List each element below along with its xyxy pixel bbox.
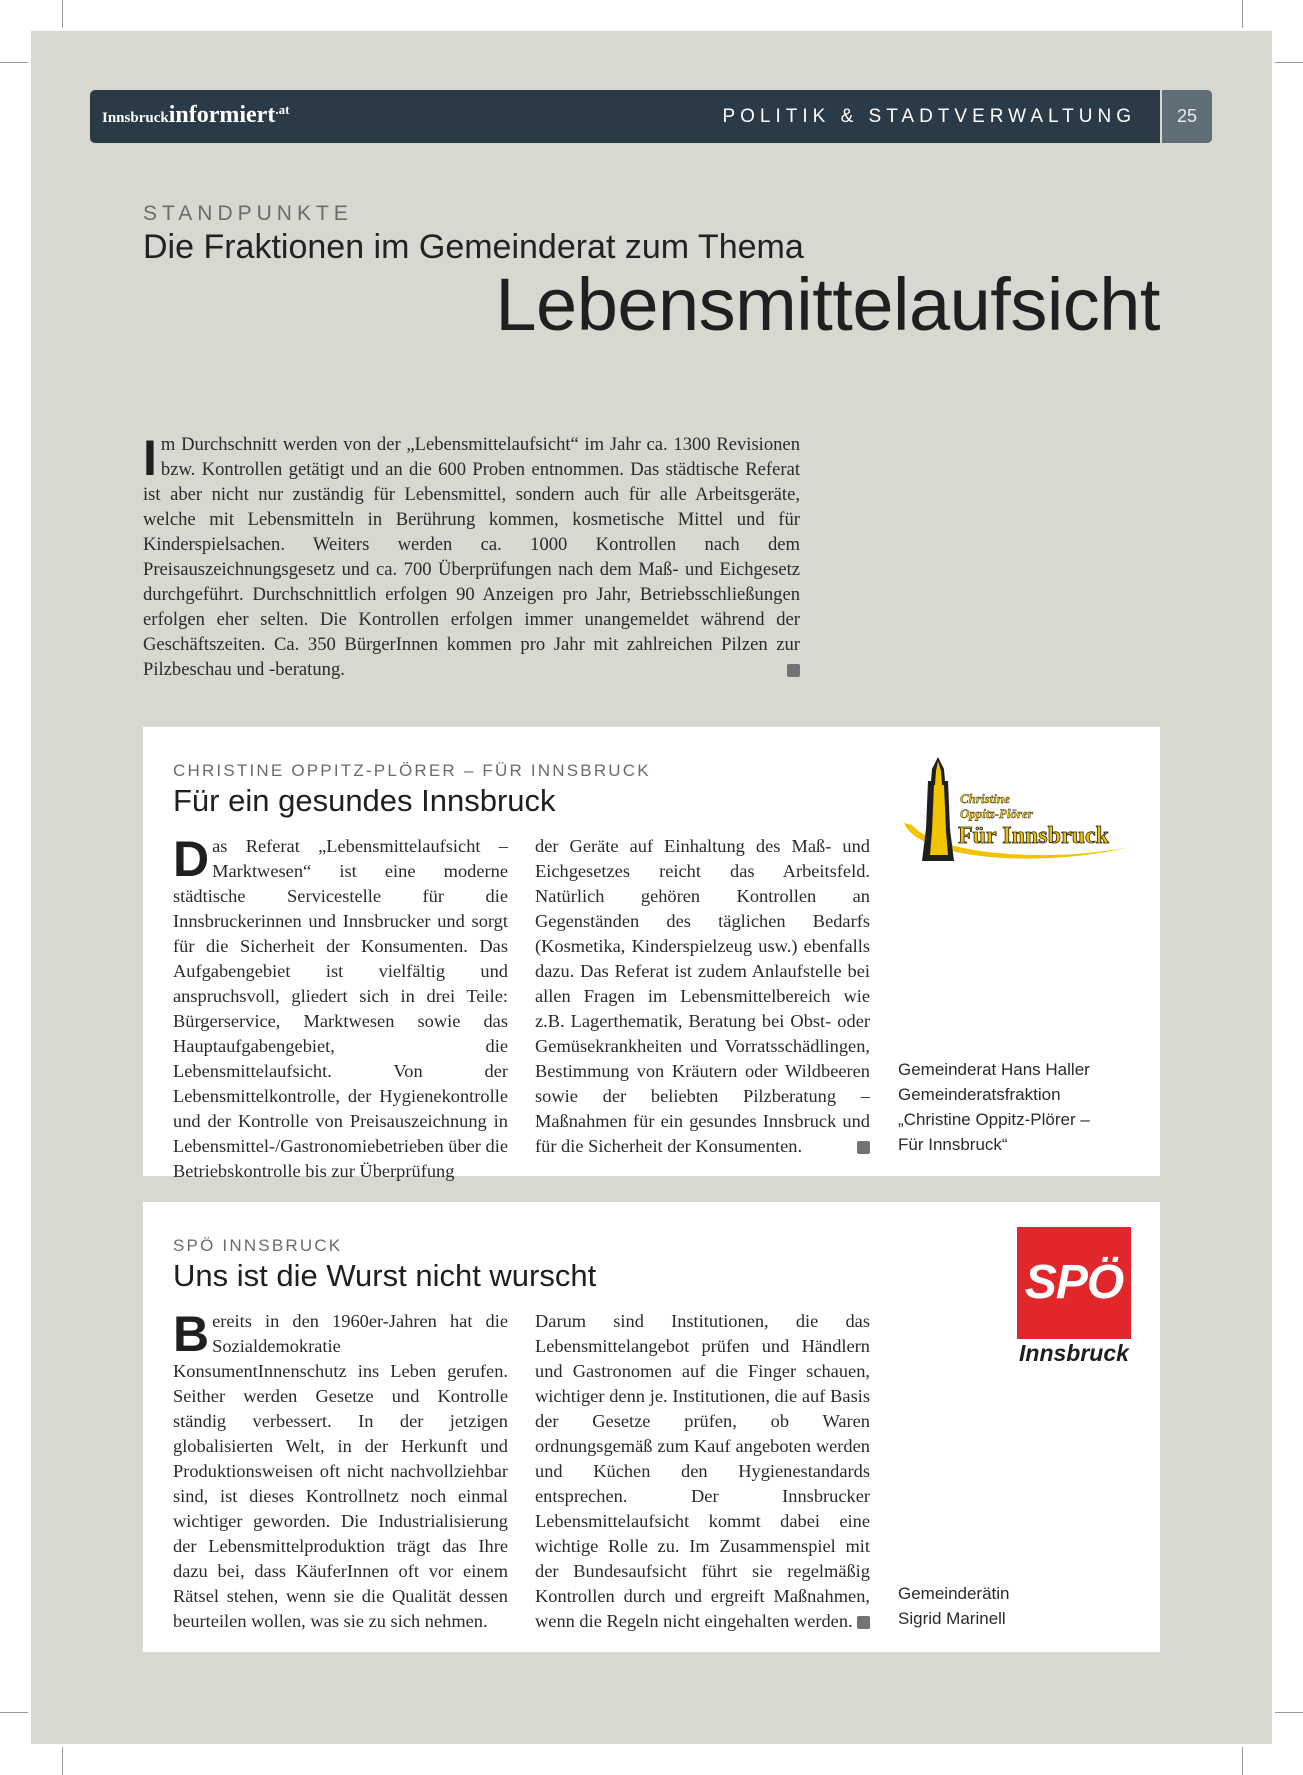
header-bar — [90, 90, 1212, 143]
logo-line-3: Für Innsbruck — [958, 823, 1109, 849]
logo-line-2: Oppitz-Plörer — [960, 806, 1033, 821]
crop-mark — [62, 1747, 63, 1775]
signature-line: Für Innsbruck“ — [898, 1135, 1008, 1154]
card-text-right: der Geräte auf Einhaltung des Maß- und Eichgesetzes reicht das Arbeitsfeld. Natürlich gehören Kontrollen an Gegenständen des täglichen Bedarfs (Kosmetika, Kinderspielzeug usw.) ebenfalls dazu. Das Referat ist zudem Anlaufstelle bei allen Fragen im Lebensmittelbereich wie z.B. Lagerthematik, Beratung bei Obst- oder Gemüsekrankheiten und Vorratsschädlingen, Bestimmung von Kräutern oder Wildbeeren sowie der beliebten Pilzberatung – Maßnahmen für ein gesundes Innsbruck und für die Sicherheit der Konsumenten. — [535, 836, 870, 1156]
page-number: 25 — [1160, 90, 1212, 143]
crop-mark — [1275, 1712, 1303, 1713]
card-signature — [898, 1057, 1138, 1157]
card-drop-cap: D — [173, 831, 210, 887]
crop-mark — [0, 1712, 28, 1713]
fuer-innsbruck-logo — [898, 751, 1138, 866]
article-kicker: STANDPUNKTE — [143, 202, 353, 225]
card-text-right: Darum sind Institutionen, die das Lebensmittelangebot prüfen und Händlern und Gastronomen auf die Finger schauen, wichtiger denn je. Institutionen, die auf Basis der Gesetze prüfen, ob Waren ordnungsgemäß zum Kauf angeboten werden und Küchen den Hygienestandards entsprechen. Der Innsbrucker Lebensmittelaufsicht kommt dabei eine wichtige Rolle zu. Im Zusammenspiel mit der Bundesaufsicht führt sie regelmäßig Kontrollen durch und ergreift Maßnahmen, wenn die Regeln nicht eingehalten werden. — [535, 1311, 870, 1631]
logo-line-1: Christine — [960, 791, 1010, 806]
card-signature — [898, 1581, 1138, 1631]
crop-mark — [1275, 62, 1303, 63]
card-drop-cap: B — [173, 1306, 210, 1362]
article-subtitle: Die Fraktionen im Gemeinderat zum Thema — [143, 228, 804, 266]
spoe-logo — [1017, 1227, 1131, 1367]
crop-mark — [62, 0, 63, 28]
signature-line: Gemeinderatsfraktion — [898, 1085, 1061, 1104]
brand-suffix: .at — [275, 102, 290, 117]
card-title: Für ein gesundes Innsbruck — [173, 783, 556, 818]
brand-prefix: Innsbruck — [102, 110, 169, 126]
intro-paragraph — [143, 432, 800, 682]
crop-mark — [1242, 0, 1243, 28]
card-kicker: SPÖ INNSBRUCK — [173, 1236, 343, 1255]
crop-mark — [1242, 1747, 1243, 1775]
crop-mark — [0, 62, 28, 63]
card-column-left — [173, 1306, 508, 1634]
intro-text: m Durchschnitt werden von der „Lebensmittelaufsicht“ im Jahr ca. 1300 Revisionen bzw. Kontrollen getätigt und an die 600 Proben entnommen. Das städtische Referat ist aber nicht nur zuständig für Lebensmittel, sondern auch für alle Arbeitsgeräte, welche mit Lebensmitteln in Berührung kommen, kosmetische Mittel und für Kinderspielsachen. Weiters werden ca. 1000 Kontrollen nach dem Preisauszeichnungsgesetz und ca. 700 Überprüfungen nach dem Maß- und Eichgesetz durchgeführt. Durchschnittlich erfolgen 90 Anzeigen pro Jahr, Betriebsschließungen erfolgen eher selten. Die Kontrollen erfolgen immer unangemeldet während der Geschäftszeiten. Ca. 350 BürgerInnen kommen pro Jahr mit zahlreichen Pilzen zur Pilzbeschau und -beratung. — [143, 434, 800, 680]
fraktion-card-fuer-innsbruck — [143, 727, 1160, 1181]
end-mark-icon — [857, 1141, 870, 1154]
fraktion-card-spoe — [143, 1202, 1160, 1652]
card-text-left: as Referat „Lebensmittelaufsicht – Marktwesen“ ist eine moderne städtische Servicestelle für die Innsbruckerinnen und Innsbrucker und sorgt für die Sicherheit der Konsumenten. Das Aufgabengebiet ist vielfältig und anspruchsvoll, gliedert sich in drei Teile: Bürgerservice, Marktwesen sowie das Hauptaufgabengebiet, die Lebensmittelaufsicht. Von der Lebensmittelkontrolle, der Hygienekontrolle und der Kontrolle von Preisauszeichnung in Lebensmittel-/Gastronomiebetrieben über die Betriebskontrolle bis zur Überprüfung — [173, 836, 509, 1181]
signature-line: Gemeinderat Hans Haller — [898, 1060, 1090, 1079]
signature-line: Gemeinderätin — [898, 1584, 1010, 1603]
signature-line: Sigrid Marinell — [898, 1609, 1006, 1628]
intro-drop-cap: I — [143, 430, 157, 486]
brand-main: informiert — [168, 102, 276, 128]
card-column-left — [173, 831, 509, 1184]
brand-logo — [102, 102, 289, 129]
card-text-left: ereits in den 1960er-Jahren hat die Sozialdemokratie KonsumentInnenschutz ins Leben gerufen. Seither werden Gesetze und Kontrolle ständig verbessert. In der jetzigen globalisierten Welt, in der Herkunft und Produktionsweisen oft nicht nachvollziehbar sind, ist dieses Kontrollnetz noch einmal wichtiger geworden. Die Industrialisierung der Lebensmittelproduktion trägt das Ihre dazu bei, dass KäuferInnen oft vor einem Rätsel stehen, wenn sie die Qualität dessen beurteilen wollen, was sie zu sich nehmen. — [173, 1311, 508, 1631]
spoe-logo-box: SPÖ — [1017, 1227, 1131, 1339]
card-kicker: CHRISTINE OPPITZ-PLÖRER – FÜR INNSBRUCK — [173, 761, 651, 780]
card-column-right — [535, 1309, 870, 1634]
end-mark-icon — [787, 664, 800, 677]
section-label: POLITIK & STADTVERWALTUNG — [722, 106, 1136, 127]
card-column-right — [535, 834, 870, 1159]
article-title: Lebensmittelaufsicht — [495, 263, 1160, 346]
end-mark-icon — [857, 1616, 870, 1629]
spoe-logo-subtitle: Innsbruck — [1019, 1340, 1129, 1366]
signature-line: „Christine Oppitz-Plörer – — [898, 1110, 1090, 1129]
card-title: Uns ist die Wurst nicht wurscht — [173, 1258, 597, 1293]
